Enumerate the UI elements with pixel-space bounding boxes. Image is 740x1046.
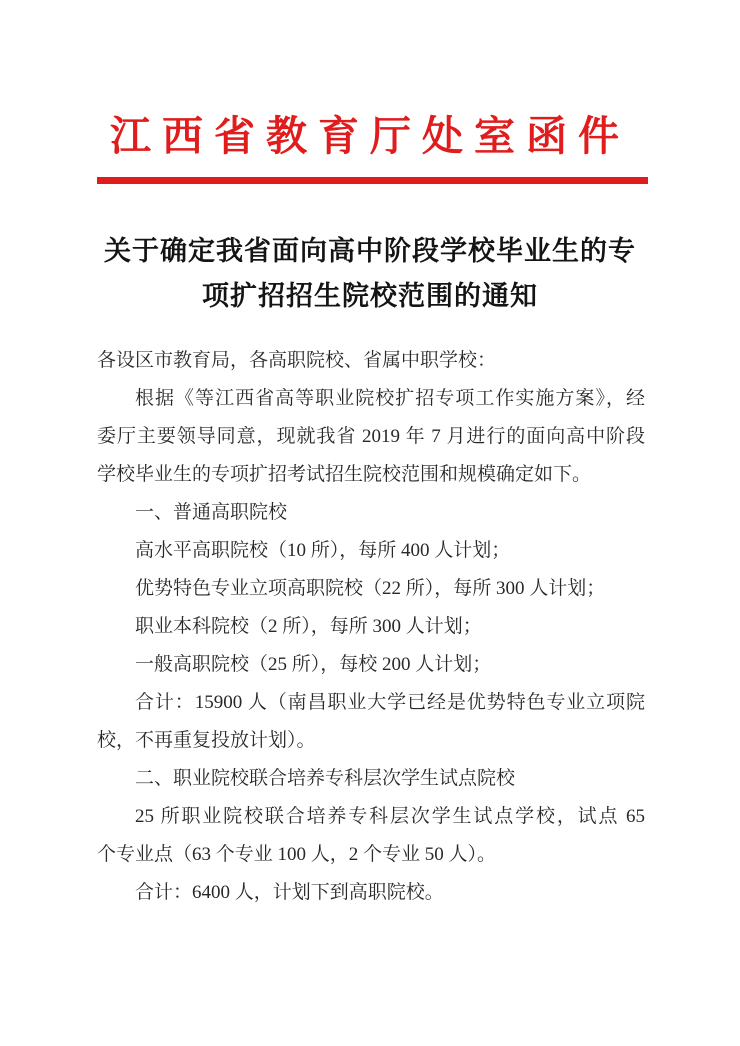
letterhead-title: 江西省教育厅处室函件 <box>110 113 630 159</box>
body-line: 根据《等江西省高等职业院校扩招专项工作实施方案》，经 <box>135 388 645 409</box>
document-title <box>0 229 740 319</box>
document-title-line2: 项扩招招生院校范围的通知 <box>202 281 538 311</box>
body-line-total-2: 合计：6400 人，计划下到高职院校。 <box>135 882 444 903</box>
body-line: 委厅主要领导同意，现就我省 2019 年 7 月进行的面向高中阶段 <box>97 426 645 447</box>
body-line-salutation: 各设区市教育局，各高职院校、省属中职学校： <box>97 350 497 371</box>
body-line: 优势特色专业立项高职院校（22 所），每所 300 人计划； <box>135 578 606 599</box>
body-line: 25 所职业院校联合培养专科层次学生试点学校，试点 65 <box>135 806 645 827</box>
body-line-section-2: 二、职业院校联合培养专科层次学生试点院校 <box>135 768 516 789</box>
body-line-total-1: 合计：15900 人（南昌职业大学已经是优势特色专业立项院 <box>135 692 645 713</box>
letterhead-divider-rule <box>97 177 648 184</box>
document-body <box>97 342 645 912</box>
body-line: 个专业点（63 个专业 100 人，2 个专业 50 人）。 <box>97 844 497 865</box>
body-line: 职业本科院校（2 所），每所 300 人计划； <box>135 616 482 637</box>
body-line: 高水平高职院校（10 所），每所 400 人计划； <box>135 540 511 561</box>
body-line: 学校毕业生的专项扩招考试招生院校范围和规模确定如下。 <box>97 464 592 485</box>
body-line: 校，不再重复投放计划）。 <box>97 730 316 751</box>
body-line: 一般高职院校（25 所），每校 200 人计划； <box>135 654 492 675</box>
body-line-section-1: 一、普通高职院校 <box>135 502 288 523</box>
document-title-line1: 关于确定我省面向高中阶段学校毕业生的专 <box>104 236 636 266</box>
